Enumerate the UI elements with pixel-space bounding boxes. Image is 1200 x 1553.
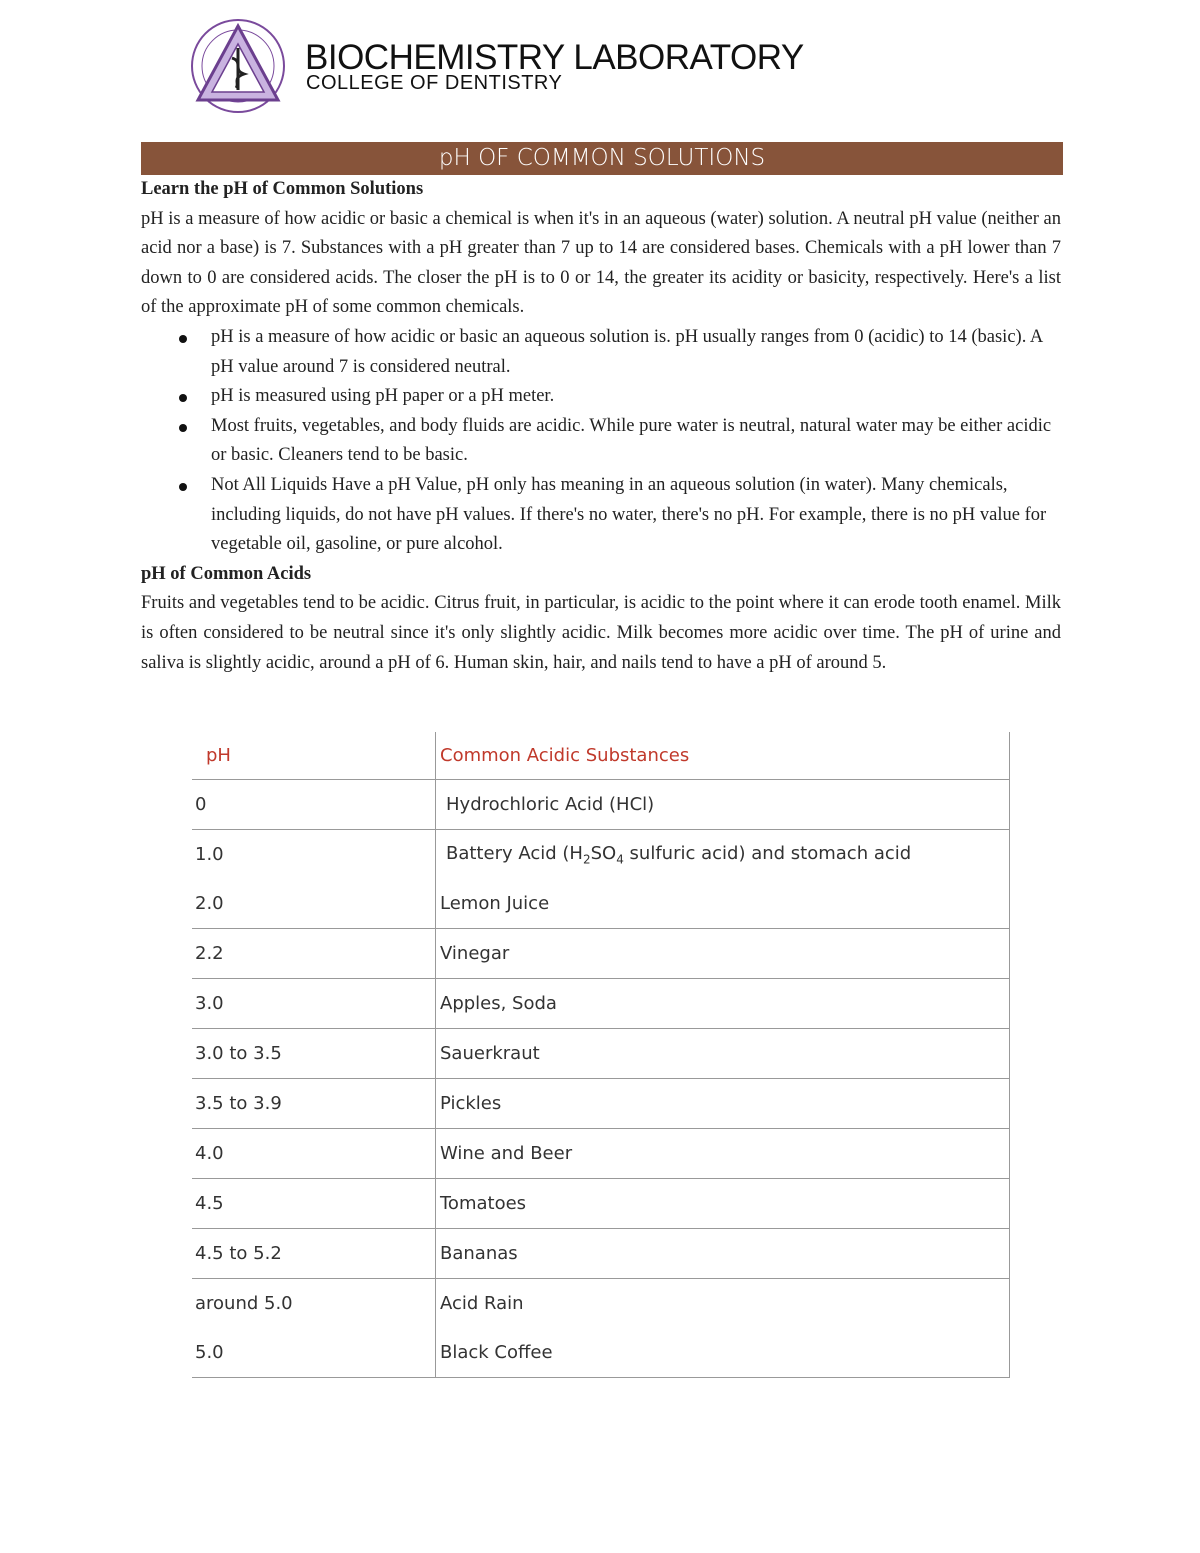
header-ph: pH xyxy=(192,732,436,780)
subscript: 2 xyxy=(582,852,591,867)
ph-cell: 1.0 xyxy=(195,844,224,865)
substance-cell: Pickles xyxy=(436,1079,1010,1129)
substance-cell: Apples, Soda xyxy=(436,979,1010,1029)
ph-cell: 3.0 to 3.5 xyxy=(192,1029,436,1079)
document-body xyxy=(141,175,1061,678)
table-row xyxy=(192,979,1010,1029)
ph-cell: around 5.0 xyxy=(195,1293,293,1314)
subscript: 4 xyxy=(616,852,624,867)
bullet-item: pH is a measure of how acidic or basic an aqueous solution is. pH usually ranges from 0 (acidic) to 14 (basic). A pH value around 7 is considered neutral. xyxy=(211,323,1061,382)
substance-cell: Tomatoes xyxy=(436,1179,1010,1229)
substance-cell: Hydrochloric Acid (HCl) xyxy=(436,780,1010,830)
text: SO xyxy=(590,842,617,864)
text: sulfuric acid) and stomach acid xyxy=(623,842,912,864)
substance-cell: Sauerkraut xyxy=(436,1029,1010,1079)
substance-cell: Acid Rain xyxy=(436,1279,1010,1329)
ph-cell: 4.5 xyxy=(192,1179,436,1229)
table-row xyxy=(192,1129,1010,1179)
ph-cell: 5.0 xyxy=(192,1328,436,1378)
bullet-item: Not All Liquids Have a pH Value, pH only has meaning in an aqueous solution (in water). Many chemicals, including liquids, do not have pH values. If there's no water, there's no pH. For example, there is no pH value for vegetable oil, gasoline, or pure alcohol. xyxy=(211,471,1061,560)
header-substances: Common Acidic Substances xyxy=(436,732,1010,780)
table-row xyxy=(192,1328,1010,1378)
text: Battery Acid (H xyxy=(446,842,583,864)
table-row xyxy=(192,1229,1010,1279)
table-row xyxy=(192,929,1010,979)
ph-cell: 2.0 xyxy=(192,879,436,929)
substance-cell: Wine and Beer xyxy=(436,1129,1010,1179)
university-seal-logo xyxy=(190,18,286,114)
ph-cell: 3.5 to 3.9 xyxy=(192,1079,436,1129)
substance-cell: Bananas xyxy=(436,1229,1010,1279)
table-row xyxy=(192,1029,1010,1079)
header-title: BIOCHEMISTRY LABORATORY xyxy=(305,38,804,77)
table-row xyxy=(192,879,1010,929)
bullet-list xyxy=(141,323,1061,560)
table-row xyxy=(192,830,1010,880)
ph-cell: 2.2 xyxy=(192,929,436,979)
section-banner: pH OF COMMON SOLUTIONS xyxy=(141,142,1063,175)
substance-cell: Vinegar xyxy=(436,929,1010,979)
substance-cell: Lemon Juice xyxy=(436,879,1010,929)
paragraph: pH is a measure of how acidic or basic a chemical is when it's in an aqueous (water) solution. A neutral pH value (neither an acid nor a base) is 7. Substances with a pH greater than 7 up to 14 are considered bases. Chemicals with a pH lower than 7 down to 0 are considered acids. The closer the pH is to 0 or 14, the greater its acidity or basicity, respectively. Here's a list of the approximate pH of some common chemicals. xyxy=(141,208,1061,318)
ph-cell: 4.5 to 5.2 xyxy=(192,1229,436,1279)
table-row xyxy=(192,780,1010,830)
bullet-item: Most fruits, vegetables, and body fluids are acidic. While pure water is neutral, natural water may be either acidic or basic. Cleaners tend to be basic. xyxy=(211,412,1061,471)
ph-cell: 4.0 xyxy=(192,1129,436,1179)
section-heading: Learn the pH of Common Solutions xyxy=(141,179,424,199)
table-row xyxy=(192,1179,1010,1229)
substance-cell: Black Coffee xyxy=(436,1328,1010,1378)
ph-cell: 0 xyxy=(192,780,436,830)
table-header-row xyxy=(192,732,1010,780)
ph-cell: 3.0 xyxy=(192,979,436,1029)
table-row xyxy=(192,1079,1010,1129)
section-heading: pH of Common Acids xyxy=(141,563,312,584)
header-subtitle: COLLEGE OF DENTISTRY xyxy=(306,72,563,94)
substance-cell xyxy=(436,830,1010,880)
bullet-item: pH is measured using pH paper or a pH meter. xyxy=(211,382,1061,412)
paragraph: Fruits and vegetables tend to be acidic. Citrus fruit, in particular, is acidic to the point where it can erode tooth enamel. Milk is often considered to be neutral since it's only slightly acidic. Milk becomes more acidic over time. The pH of urine and saliva is slightly acidic, around a pH of 6. Human skin, hair, and nails tend to have a pH of around 5. xyxy=(141,593,1061,673)
table-row xyxy=(192,1279,1010,1329)
acids-table xyxy=(192,732,1010,1378)
